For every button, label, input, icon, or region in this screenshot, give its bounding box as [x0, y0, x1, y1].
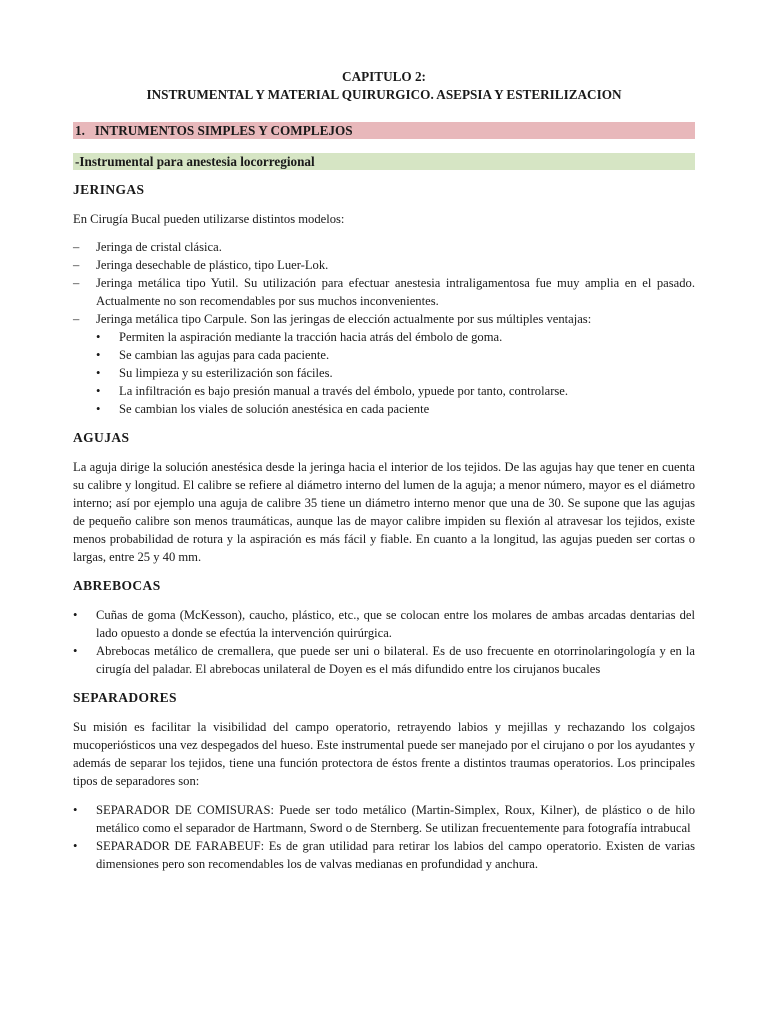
subsection-heading-anesthesia: -Instrumental para anestesia locorregional	[73, 153, 695, 170]
heading-jeringas: JERINGAS	[73, 182, 145, 197]
list-item: • Se cambian los viales de solución anestésica en cada paciente	[96, 402, 430, 416]
carpule-advantages-list	[73, 328, 695, 418]
chapter-title: INSTRUMENTAL Y MATERIAL QUIRURGICO. ASEPSIA Y ESTERILIZACION	[146, 87, 622, 102]
bullet-marker: •	[96, 366, 101, 380]
dash-marker: –	[73, 258, 80, 272]
bullet-marker: •	[96, 402, 101, 416]
syringe-type-list	[73, 238, 695, 328]
agujas-paragraph: La aguja dirige la solución anestésica desde la jeringa hacia el interior de los tejidos. De las agujas hay que tener en cuenta su calibre y longitud. El calibre se refiere al diámetro interno del lumen de la aguja; a menor número, mayor es el diámetro interno; así por ejemplo una aguja de calibre 35 tiene un diámetro interno menor que una de 30. Se supone que las agujas de pequeño calibre son menos traumáticas, aunque las de mayor calibre impiden su flexión al atravesar los tejidos, existe menos probabilidad de rotura y la aspiración es más fácil y fiable. En cuanto a la longitud, las agujas pueden ser cortas o largas, entre 25 y 40 mm.	[73, 460, 695, 564]
separadores-paragraph: Su misión es facilitar la visibilidad del campo operatorio, retrayendo labios y mejillas y rechazando los colgajos mucoperiósticos una vez despegados del hueso. Este instrumental puede ser manejado por el cirujano o por los ayudantes y además de separar los tejidos, tiene una función protectora de éstos frente a distintos traumas operatorios. Los principales tipos de separadores son:	[73, 720, 695, 788]
list-item: – Jeringa metálica tipo Carpule. Son las jeringas de elección actualmente por sus múltiples ventajas:	[73, 312, 592, 326]
list-item: • SEPARADOR DE COMISURAS: Puede ser todo metálico (Martin-Simplex, Roux, Kilner), de plástico o de hilo metálico como el separador de Hartmann, Sword o de Sternberg. Se utilizan frecuentemente para fotografía intrabucal	[73, 803, 695, 835]
bullet-marker: •	[96, 384, 101, 398]
heading-agujas: AGUJAS	[73, 430, 130, 445]
dash-marker: –	[73, 240, 80, 254]
list-item: • La infiltración es bajo presión manual a través del émbolo, ypuede por tanto, controlarse.	[96, 384, 569, 398]
bullet-marker: •	[73, 608, 78, 622]
list-item: • Cuñas de goma (McKesson), caucho, plástico, etc., que se colocan entre los molares de ambas arcadas dentarias del lado opuesto a donde se efectúa la intervención quirúrgica.	[73, 608, 695, 640]
bullet-marker: •	[73, 644, 78, 658]
list-item: – Jeringa de cristal clásica.	[73, 240, 222, 254]
heading-abrebocas: ABREBOCAS	[73, 578, 161, 593]
dash-marker: –	[73, 276, 80, 290]
list-item: • Se cambian las agujas para cada paciente.	[96, 348, 330, 362]
list-item: – Jeringa desechable de plástico, tipo Luer-Lok.	[73, 258, 329, 272]
list-item: – Jeringa metálica tipo Yutil. Su utilización para efectuar anestesia intraligamentosa fue muy amplia en el pasado. Actualmente no son recomendables por sus muchos inconvenientes.	[73, 276, 695, 308]
section-heading-instruments: 1. INTRUMENTOS SIMPLES Y COMPLEJOS	[73, 122, 695, 139]
separadores-list	[73, 801, 695, 873]
bullet-marker: •	[96, 348, 101, 362]
list-item: • SEPARADOR DE FARABEUF: Es de gran utilidad para retirar los labios del campo operatorio. Existen de varias dimensiones pero son recomendables los de valvas medianas en profundidad y anchura.	[73, 839, 695, 871]
bullet-marker: •	[96, 330, 101, 344]
dash-marker: –	[73, 312, 80, 326]
abrebocas-list	[73, 606, 695, 678]
bullet-marker: •	[73, 839, 78, 853]
list-item: • Su limpieza y su esterilización son fáciles.	[96, 366, 333, 380]
list-item: • Permiten la aspiración mediante la tracción hacia atrás del émbolo de goma.	[96, 330, 503, 344]
bullet-marker: •	[73, 803, 78, 817]
heading-separadores: SEPARADORES	[73, 690, 177, 705]
chapter-label: CAPITULO 2:	[342, 69, 426, 84]
jeringas-intro: En Cirugía Bucal pueden utilizarse distintos modelos:	[73, 212, 345, 226]
list-item: • Abrebocas metálico de cremallera, que puede ser uni o bilateral. Es de uso frecuente en otorrinolaringología y en la cirugía del paladar. El abrebocas unilateral de Doyen es el más difundido entre los cirujanos bucales	[73, 644, 695, 676]
